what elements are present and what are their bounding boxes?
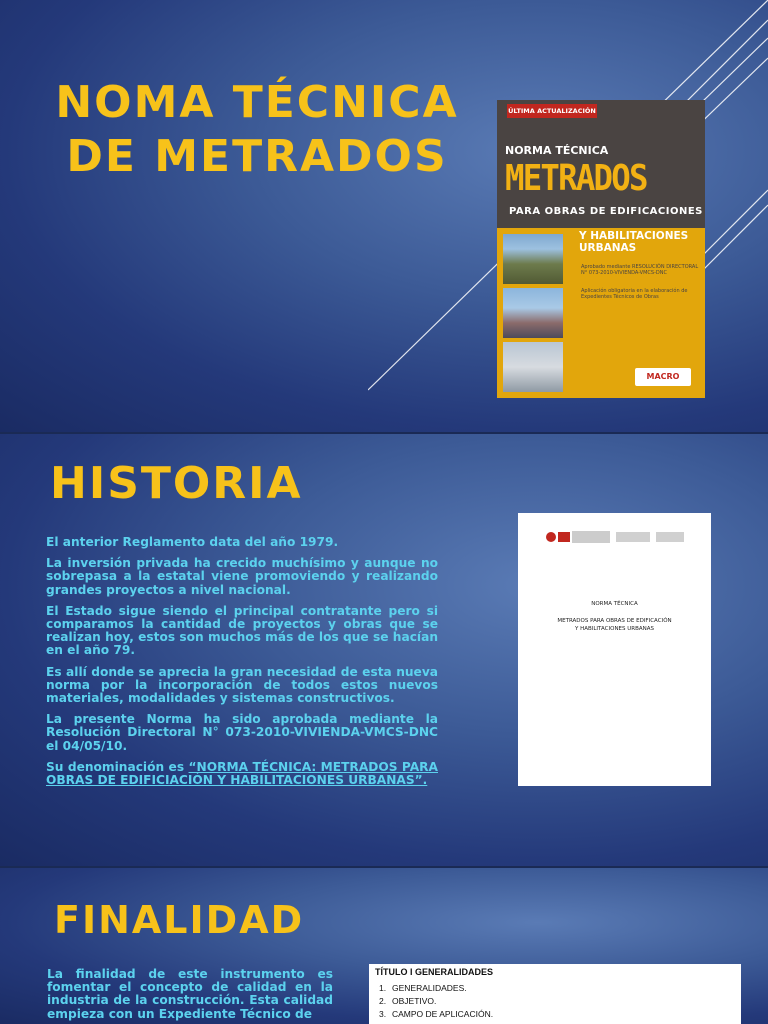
paragraph: La presente Norma ha sido aprobada mediante la Resolución Directoral N° 073-2010-VIVIENDA-VMCS-DNC el 04/05/10. xyxy=(46,712,438,753)
title-line-1: NOMA TÉCNICA xyxy=(55,77,459,128)
paragraph: La finalidad de este instrumento es fomentar el concepto de calidad en la industria de la construcción. Esta calidad empieza con un Expediente Técnico de xyxy=(47,967,333,1021)
book-kicker: NORMA TÉCNICA xyxy=(505,144,609,157)
book-approval: Aprobado mediante RESOLUCIÓN DIRECTORAL N° 073-2010-VIVIENDA-VMCS-DNC xyxy=(581,264,699,276)
document-cover-image xyxy=(518,513,711,786)
document-title xyxy=(518,617,711,633)
document-title-line-2: Y HABILITACIONES URBANAS xyxy=(574,626,655,632)
toc-item-number: 1. xyxy=(379,983,387,993)
header-text-block xyxy=(572,531,610,543)
toc-item-number: 3. xyxy=(379,1009,387,1019)
toc-list xyxy=(379,982,493,1021)
slide-title xyxy=(42,76,472,184)
title-line-2: DE METRADOS xyxy=(66,131,448,182)
header-text-block xyxy=(656,532,684,542)
book-cover-image xyxy=(497,100,705,398)
toc-heading: TÍTULO I GENERALIDADES xyxy=(375,967,494,977)
toc-item-label: GENERALIDADES. xyxy=(392,983,467,993)
table-of-contents-image xyxy=(369,964,741,1024)
book-subtitle: PARA OBRAS DE EDIFICACIONES xyxy=(509,206,703,217)
flag-icon xyxy=(558,532,570,542)
toc-item xyxy=(379,982,493,995)
slide-1 xyxy=(0,0,768,432)
slide-title: HISTORIA xyxy=(50,458,303,509)
toc-item-number: 2. xyxy=(379,996,387,1006)
book-badge: ÚLTIMA ACTUALIZACIÓN xyxy=(507,104,597,118)
slide-2 xyxy=(0,434,768,866)
document-heading: NORMA TÉCNICA xyxy=(591,601,638,607)
header-text-block xyxy=(616,532,650,542)
slide-title: FINALIDAD xyxy=(54,898,305,942)
slide-3 xyxy=(0,868,768,1024)
paragraph: Es allí donde se aprecia la gran necesidad de esta nueva norma por la incorporación de todos estos nuevos materiales, modalidades y sistemas constructivos. xyxy=(46,664,438,706)
document-title-line-1: METRADOS PARA OBRAS DE EDIFICACIÓN xyxy=(557,618,672,624)
book-title: METRADOS xyxy=(505,158,647,199)
toc-item-label: CAMPO DE APLICACIÓN. xyxy=(392,1009,494,1019)
toc-item-label: OBJETIVO. xyxy=(392,996,437,1006)
denomination-prefix: Su denominación es xyxy=(46,759,189,774)
book-note: Aplicación obligatoria en la elaboración de Expedientes Técnicos de Obras xyxy=(581,288,688,300)
publisher-logo: MACRO xyxy=(635,368,691,386)
paragraph: El anterior Reglamento data del año 1979. xyxy=(46,535,339,549)
book-subtitle-2: Y HABILITACIONES URBANAS xyxy=(579,230,689,254)
building-photo-3 xyxy=(503,342,563,392)
paragraph: El Estado sigue siendo el principal contratante pero si comparamos la cantidad de proyectos y obras que se realizan hoy, estos son muchos más de los que se hacían en el año 79. xyxy=(46,603,438,658)
slide-body xyxy=(46,536,438,795)
slide-body xyxy=(47,968,333,1021)
denomination-link[interactable]: “NORMA TÉCNICA: METRADOS PARA OBRAS DE EDIFICIACIÓN Y HABILITACIONES URBANAS”. xyxy=(46,759,438,788)
seal-icon xyxy=(546,532,556,542)
toc-item xyxy=(379,995,493,1008)
paragraph xyxy=(46,761,438,787)
building-photo-1 xyxy=(503,234,563,284)
toc-item xyxy=(379,1008,493,1021)
paragraph: La inversión privada ha crecido muchísimo y aunque no sobrepasa a la estatal viene promoviendo y realizando grandes proyectos a nivel nacional. xyxy=(46,556,438,597)
document-header-logos xyxy=(546,531,682,543)
building-photo-2 xyxy=(503,288,563,338)
